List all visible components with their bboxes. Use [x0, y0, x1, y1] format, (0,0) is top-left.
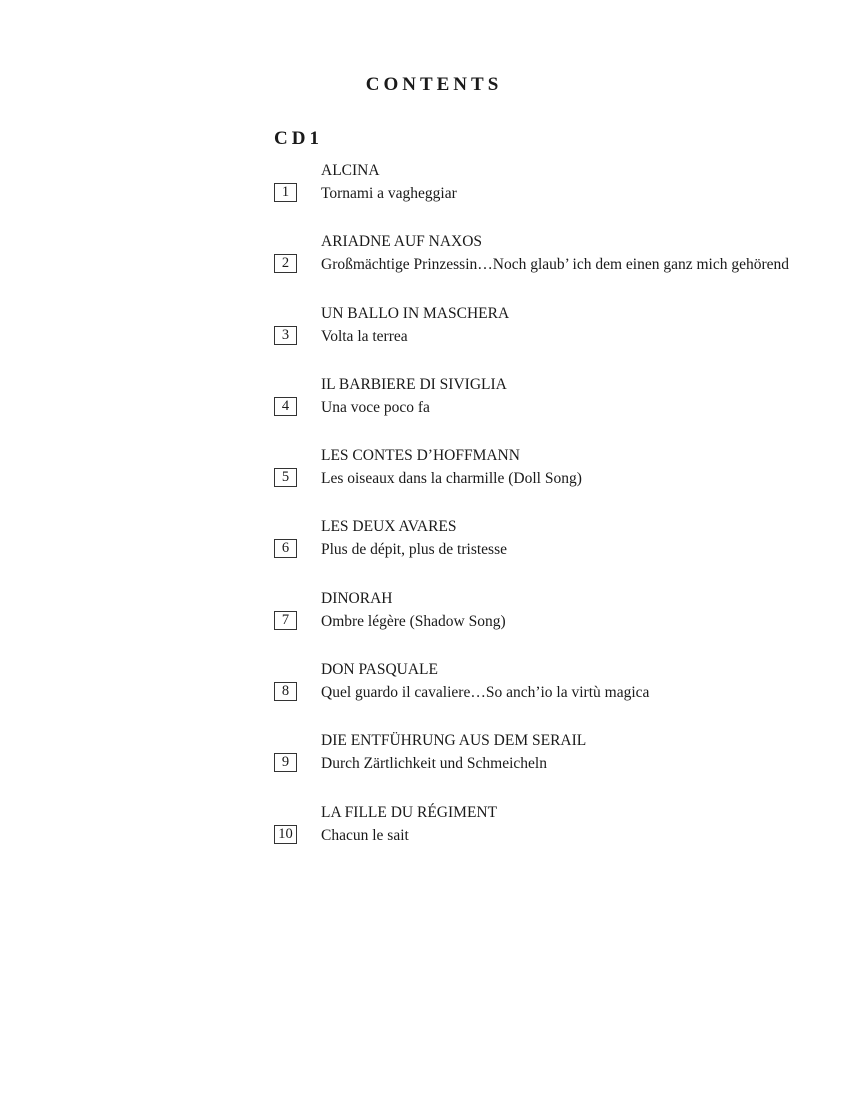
track-number: 2: [274, 254, 297, 273]
aria-title: Les oiseaux dans la charmille (Doll Song): [321, 470, 582, 488]
track-number: 9: [274, 753, 297, 772]
track-entry: [274, 302, 854, 373]
track-entry: [274, 658, 854, 729]
track-number: 7: [274, 611, 297, 630]
aria-title: Großmächtige Prinzessin…Noch glaub’ ich dem einen ganz mich gehörend: [321, 256, 790, 274]
track-entry: [274, 159, 854, 230]
aria-title: Volta la terrea: [321, 327, 408, 345]
track-number: 10: [274, 825, 297, 844]
page-title: CONTENTS: [365, 74, 503, 95]
track-entry: [274, 801, 854, 872]
aria-title: Quel guardo il cavaliere…So anch’io la virtù magica: [321, 684, 650, 702]
track-list: [274, 159, 854, 872]
aria-title: Chacun le sait: [321, 826, 409, 844]
opera-title: DON PASQUALE: [321, 661, 438, 679]
track-entry: [274, 373, 854, 444]
aria-title: Plus de dépit, plus de tristesse: [321, 541, 507, 559]
track-number: 6: [274, 539, 297, 558]
track-number: 5: [274, 468, 297, 487]
opera-title: UN BALLO IN MASCHERA: [321, 304, 510, 322]
track-entry: [274, 729, 854, 800]
aria-title: Tornami a vagheggiar: [321, 185, 457, 202]
opera-title: ALCINA: [321, 162, 380, 179]
opera-title: DINORAH: [321, 589, 393, 607]
aria-title: Una voce poco fa: [321, 398, 430, 416]
opera-title: LES CONTES D’HOFFMANN: [321, 447, 520, 465]
track-entry: [274, 587, 854, 658]
opera-title: IL BARBIERE DI SIVIGLIA: [321, 375, 507, 393]
opera-title: LES DEUX AVARES: [321, 518, 457, 536]
opera-title: DIE ENTFÜHRUNG AUS DEM SERAIL: [321, 732, 587, 750]
track-number: 3: [274, 326, 297, 345]
opera-title: LA FILLE DU RÉGIMENT: [321, 803, 498, 821]
aria-title: Ombre légère (Shadow Song): [321, 612, 506, 630]
track-number: 1: [274, 183, 297, 202]
disc-label: CD1: [274, 128, 323, 149]
track-entry: [274, 230, 854, 301]
track-entry: [274, 515, 854, 586]
track-number: 8: [274, 682, 297, 701]
track-number: 4: [274, 397, 297, 416]
track-entry: [274, 444, 854, 515]
aria-title: Durch Zärtlichkeit und Schmeicheln: [321, 755, 547, 773]
opera-title: ARIADNE AUF NAXOS: [321, 233, 483, 251]
